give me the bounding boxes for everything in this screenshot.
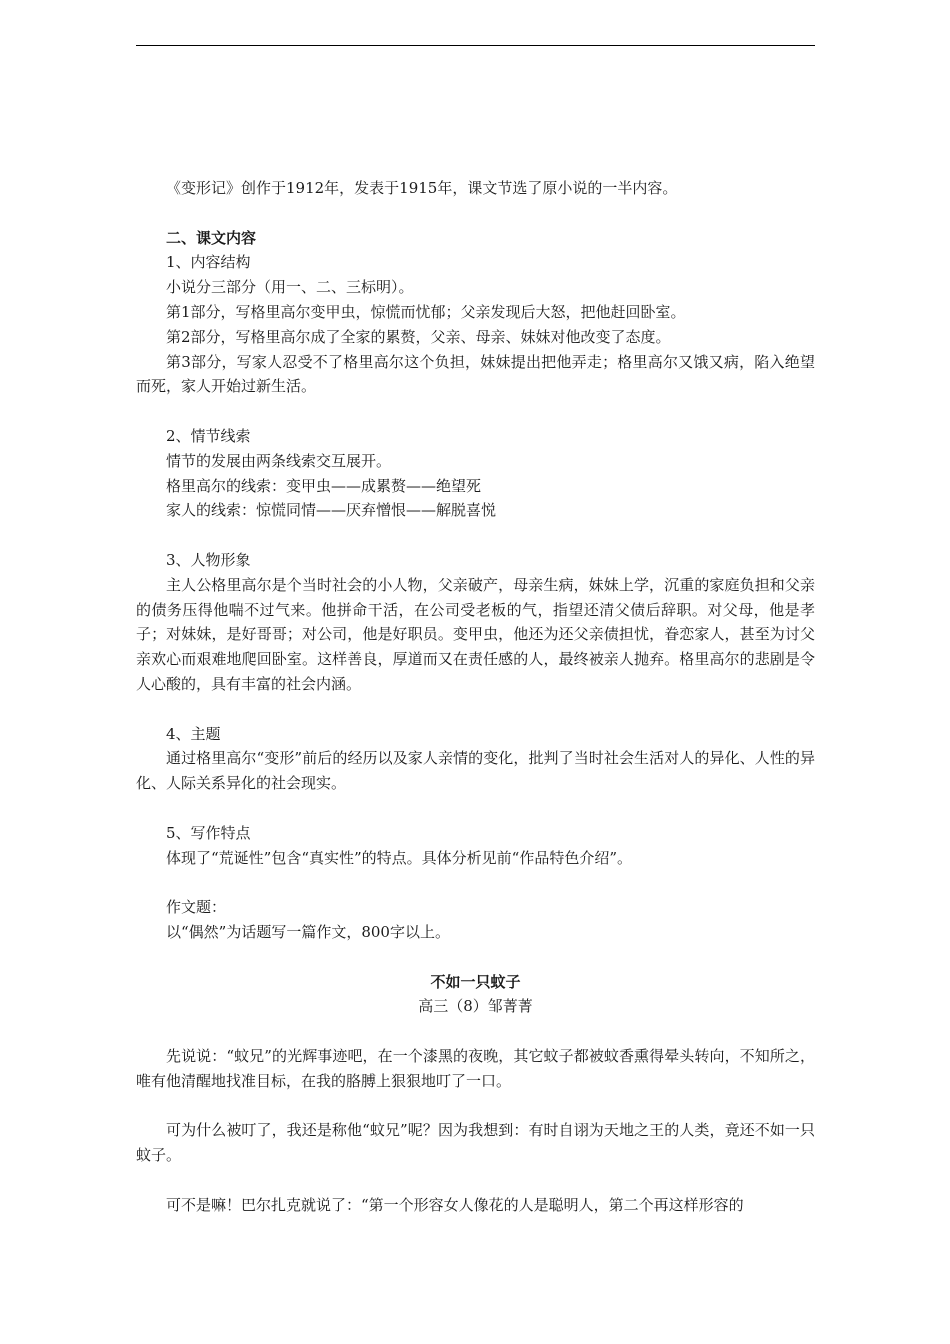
- body-line: 第3部分，写家人忍受不了格里高尔这个负担，妹妹提出把他弄走；格里高尔又饿又病，陷入绝望而死，家人开始过新生活。: [136, 352, 815, 396]
- subsection-title: 2、情节线索: [166, 426, 251, 445]
- body-line: 第1部分，写格里高尔变甲虫，惊慌而忧郁；父亲发现后大怒，把他赶回卧室。: [166, 302, 686, 321]
- body-line: 格里高尔的线索：变甲虫——成累赘——绝望死: [166, 476, 482, 495]
- essay-paragraph: 可不是嘛！巴尔扎克就说了：“第一个形容女人像花的人是聪明人，第二个再这样形容的: [166, 1195, 744, 1214]
- intro-paragraph: 《变形记》创作于1912年，发表于1915年，课文节选了原小说的一半内容。: [166, 179, 678, 197]
- essay-paragraph: 先说说：“蚊兄”的光辉事迹吧，在一个漆黑的夜晚，其它蚊子都被蚊香熏得晕头转向，不知所之，唯有他清醒地找准目标，在我的胳膊上狠狠地叮了一口。: [136, 1046, 815, 1090]
- header-rule: [136, 45, 815, 46]
- body-line: 家人的线索：惊慌同情——厌弃憎恨——解脱喜悦: [166, 501, 497, 520]
- body-paragraph: 体现了“荒诞性”包含“真实性”的特点。具体分析见前“作品特色介绍”。: [166, 848, 633, 867]
- subsection-title: 4、主题: [166, 724, 221, 743]
- body-paragraph: 主人公格里高尔是个当时社会的小人物，父亲破产，母亲生病，妹妹上学，沉重的家庭负担和父亲的债务压得他喘不过气来。他拼命干活，在公司受老板的气，指望还清父债后辞职。对父母，他是孝子；对妹妹，是好哥哥；对公司，他是好职员。变甲虫，他还为还父亲债担忧，眷恋家人，甚至为讨父亲欢心而艰难地爬回卧室。这样善良，厚道而又在责任感的人，最终被亲人抛弃。格里高尔的悲剧是令人心酸的，具有丰富的社会内涵。: [136, 575, 815, 693]
- body-paragraph: 通过格里高尔“变形”前后的经历以及家人亲情的变化，批判了当时社会生活对人的异化、人性的异化、人际关系异化的社会现实。: [136, 749, 815, 793]
- subsection-title: 5、写作特点: [166, 823, 251, 842]
- body-line: 第2部分，写格里高尔成了全家的累赘，父亲、母亲、妹妹对他改变了态度。: [166, 327, 671, 346]
- essay-title: 不如一只蚊子: [430, 972, 521, 991]
- body-line: 情节的发展由两条线索交互展开。: [166, 451, 392, 470]
- subsection-title: 1、内容结构: [166, 253, 251, 272]
- essay-author: 高三（8）邹菁菁: [418, 997, 533, 1016]
- essay-prompt: 以“偶然”为话题写一篇作文，800字以上。: [166, 922, 450, 941]
- essay-label: 作文题：: [166, 898, 227, 917]
- document-body: [136, 176, 815, 1217]
- section-heading: 二、课文内容: [166, 228, 257, 247]
- body-line: 小说分三部分（用一、二、三标明）。: [166, 278, 414, 297]
- subsection-title: 3、人物形象: [166, 550, 251, 569]
- essay-paragraph: 可为什么被叮了，我还是称他“蚊兄”呢？因为我想到：有时自诩为天地之王的人类，竟还不如一只蚊子。: [136, 1121, 815, 1165]
